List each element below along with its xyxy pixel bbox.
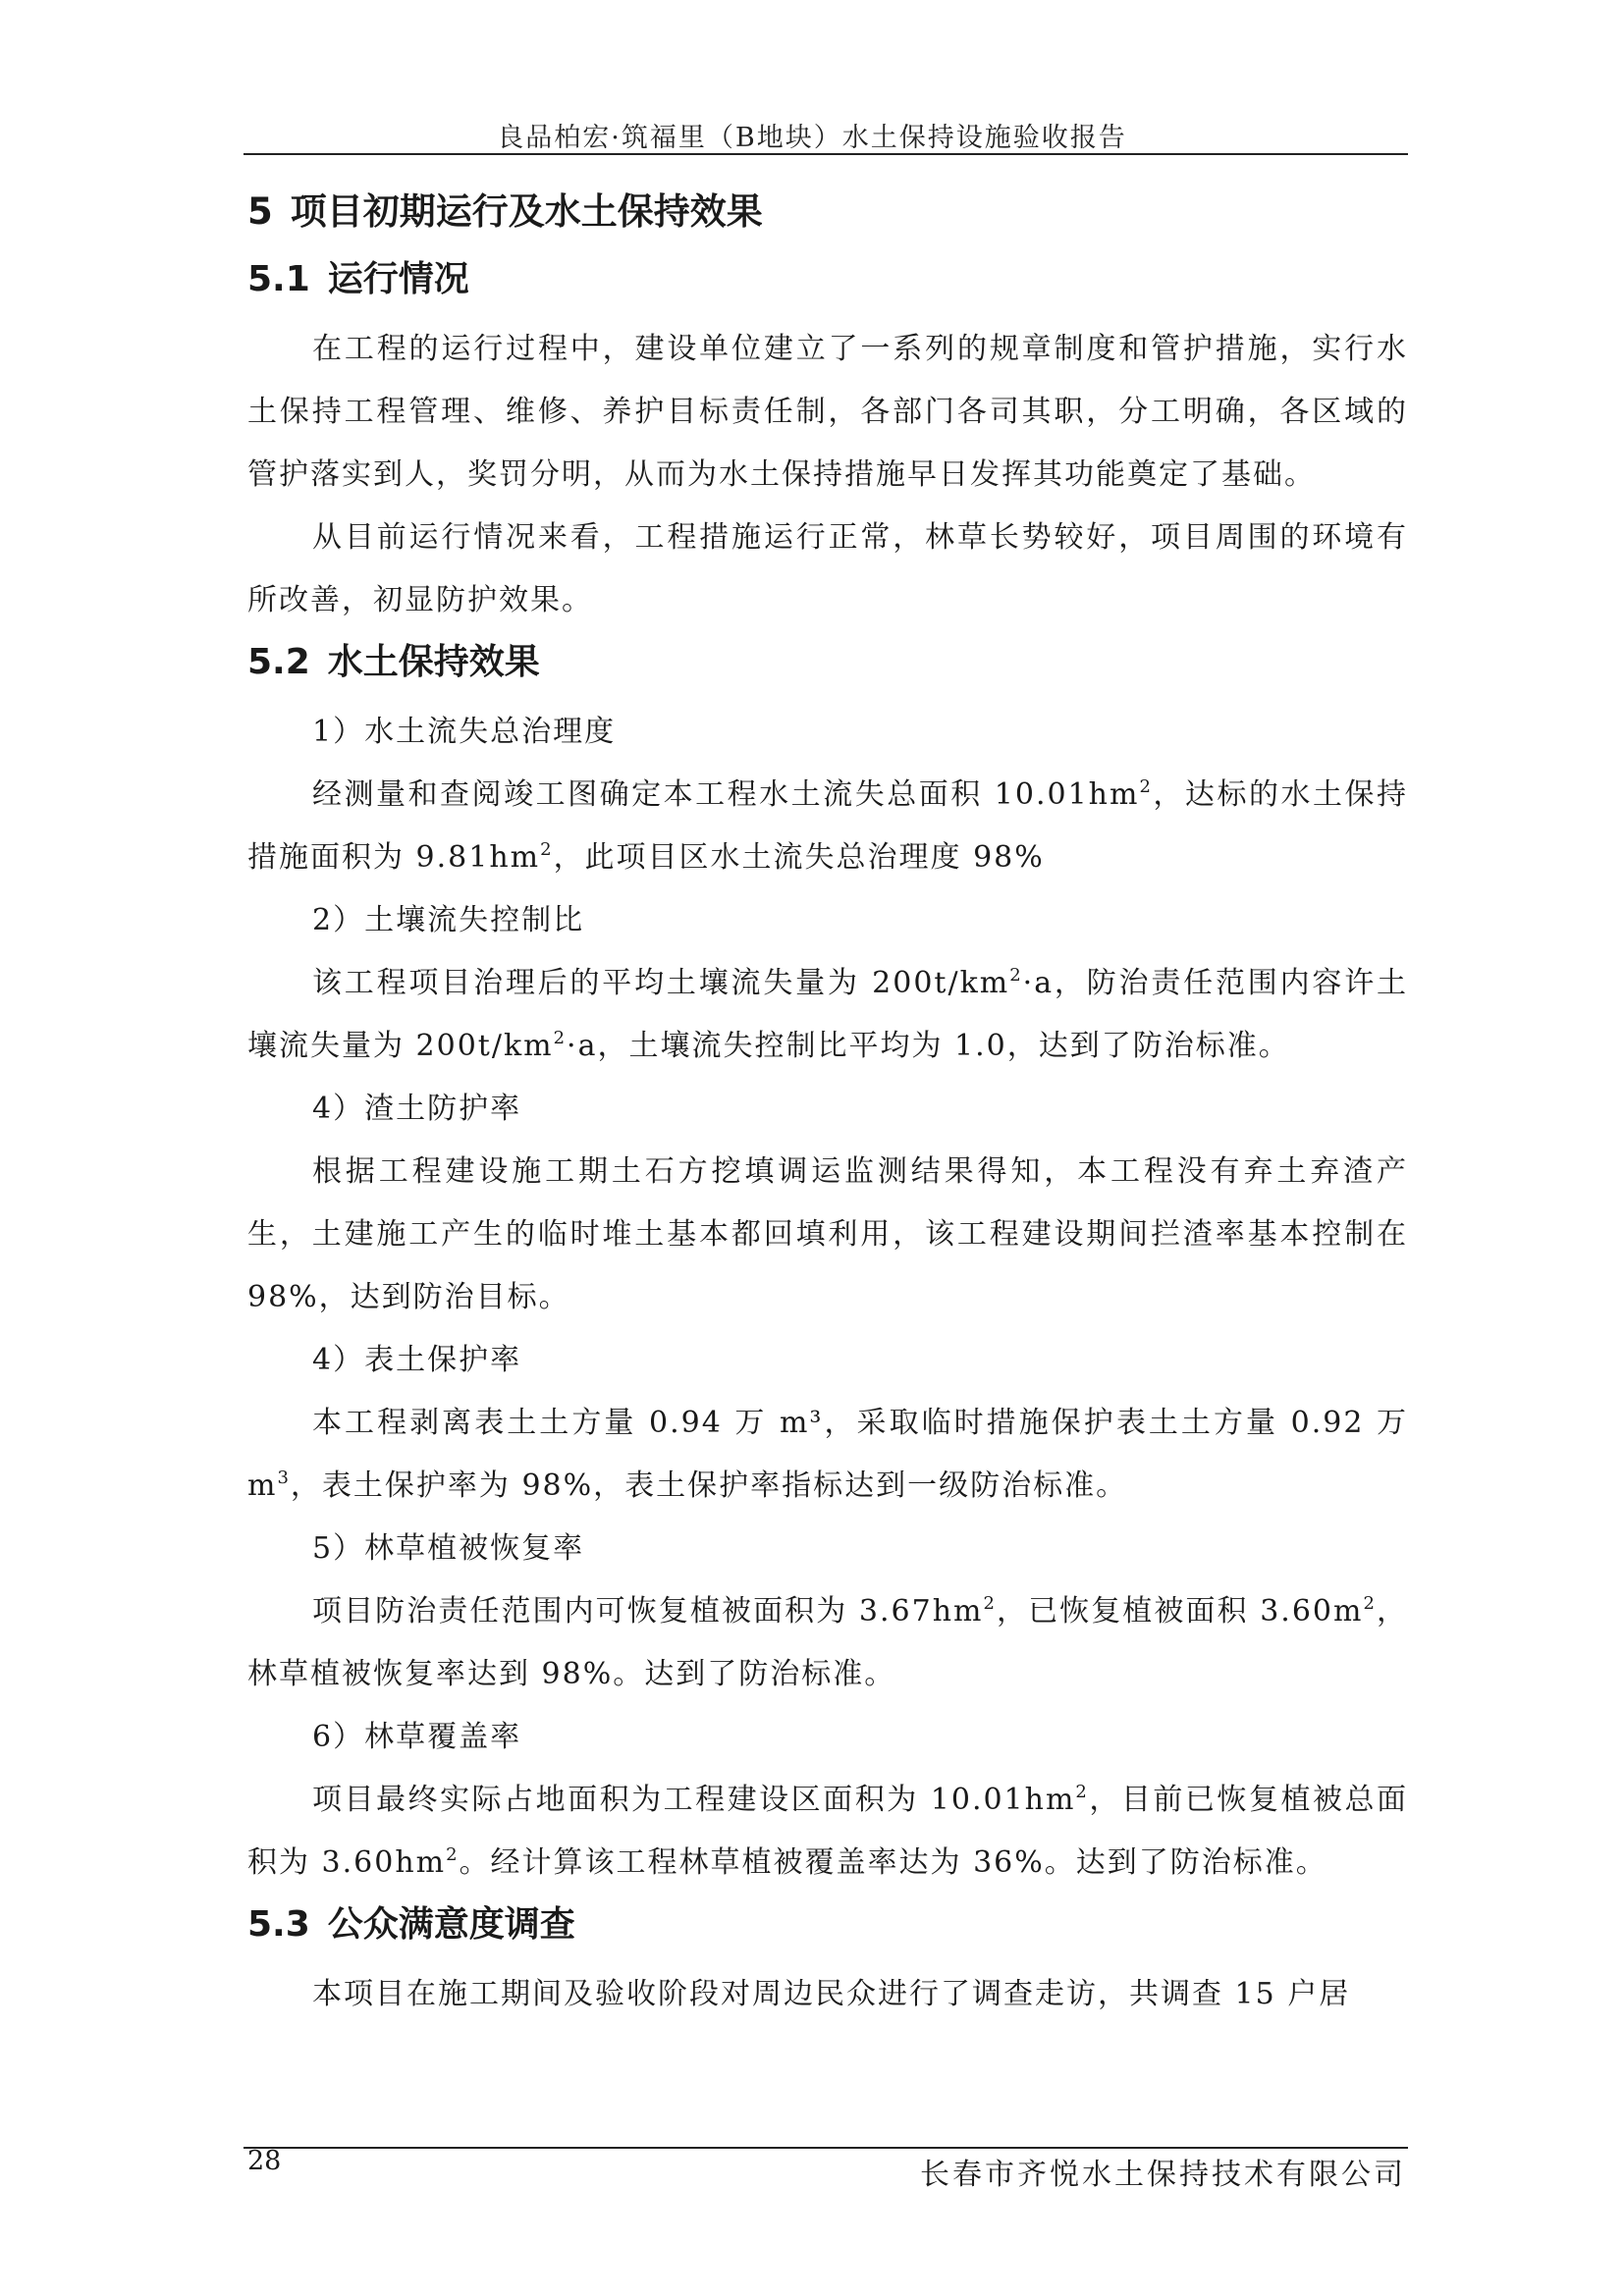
section-5-3-heading (247, 1900, 1408, 1949)
section-number: 5 (247, 190, 273, 233)
section-number: 5.1 (247, 259, 310, 299)
section-title: 项目初期运行及水土保持效果 (290, 190, 763, 233)
section-5-1-heading (247, 255, 1408, 304)
list-item-heading: 5）林草植被恢复率 (312, 1531, 585, 1566)
section-title: 公众满意度调查 (327, 1904, 575, 1945)
page-content (247, 187, 1408, 2026)
footer-rule (244, 2147, 1408, 2149)
paragraph: 项目最终实际占地面积为工程建设区面积为 $10.01hm^2$，目前已恢复植被总面积为 $3.60hm^2$。经计算该工程林草植被覆盖率达为 36%。达到了防治标准。 (247, 1782, 1408, 1880)
paragraph: 该工程项目治理后的平均土壤流失量为 $200t/km^2\cdot a$，防治责任范围内容许土壤流失量为 $200t/km^2\cdot a$，土壤流失控制比平均为 1.0，达到了防治标准。 (247, 965, 1409, 1063)
section-number: 5.2 (247, 642, 310, 682)
paragraph: 经测量和查阅竣工图确定本工程水土流失总面积 $10.01hm^2$，达标的水土保持措施面积为 $9.81hm^2$，此项目区水土流失总治理度 98% (247, 776, 1408, 875)
list-item-heading: 1）水土流失总治理度 (312, 715, 617, 749)
list-item-heading: 2）土壤流失控制比 (312, 903, 585, 937)
page-number: 28 (247, 2146, 282, 2176)
section-title: 运行情况 (327, 259, 469, 299)
paragraph: 项目防治责任范围内可恢复植被面积为 $3.67hm^2$，已恢复植被面积 $3.60m^2$，林草植被恢复率达到 98%。达到了防治标准。 (247, 1593, 1408, 1691)
section-5-heading (247, 187, 1408, 238)
section-5-2-heading (247, 638, 1408, 687)
paragraph: 本工程剥离表土土方量 0.94 万 m³，采取临时措施保护表土土方量 0.92 万 $m^3$，表土保护率为 98%，表土保护率指标达到一级防治标准。 (247, 1406, 1408, 1503)
section-title: 水土保持效果 (327, 642, 540, 682)
section-number: 5.3 (247, 1904, 310, 1945)
paragraph: 根据工程建设施工期土石方挖填调运监测结果得知，本工程没有弃土弃渣产生，土建施工产生的临时堆土基本都回填利用，该工程建设期间拦渣率基本控制在 98%，达到防治目标。 (247, 1154, 1408, 1314)
footer-company: 长春市齐悦水土保持技术有限公司 (920, 2158, 1406, 2192)
list-item-heading: 4）表土保护率 (312, 1343, 522, 1377)
list-item-heading: 6）林草覆盖率 (312, 1720, 522, 1754)
page-header-title: 良品柏宏·筑福里（B地块）水土保持设施验收报告 (497, 123, 1127, 153)
paragraph: 从目前运行情况来看，工程措施运行正常，林草长势较好，项目周围的环境有所改善，初显防护效果。 (247, 520, 1408, 617)
list-item-heading: 4）渣土防护率 (312, 1092, 522, 1126)
paragraph: 在工程的运行过程中，建设单位建立了一系列的规章制度和管护措施，实行水土保持工程管理、维修、养护目标责任制，各部门各司其职，分工明确，各区域的管护落实到人，奖罚分明，从而为水土保持措施早日发挥其功能奠定了基础。 (247, 332, 1408, 492)
header-rule (244, 153, 1408, 155)
paragraph: 本项目在施工期间及验收阶段对周边民众进行了调查走访，共调查 15 户居 (312, 1977, 1351, 2011)
